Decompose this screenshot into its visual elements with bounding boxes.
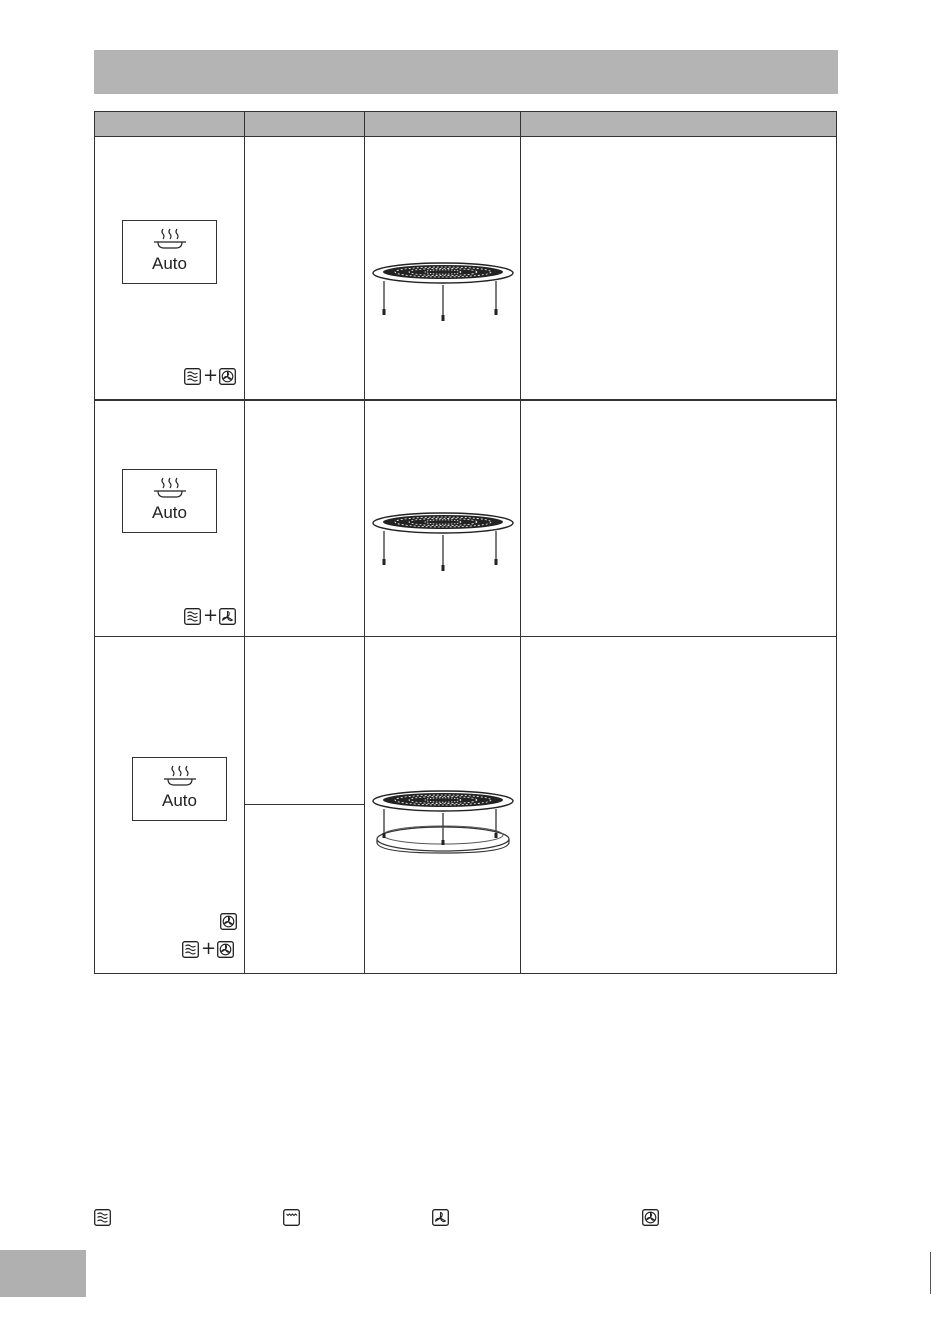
high-rack-icon	[370, 261, 516, 321]
microwave-icon	[182, 941, 199, 958]
plus-sign: +	[201, 938, 217, 959]
hot-air-fan-icon	[217, 941, 234, 958]
high-rack-icon	[370, 511, 516, 571]
hot-air-fan-icon	[220, 913, 237, 930]
table-column-divider	[244, 137, 245, 974]
table-row-divider	[94, 399, 837, 401]
page-edge-mark	[930, 1252, 931, 1294]
microwave-icon	[94, 1209, 111, 1226]
convection-fan-icon	[432, 1209, 449, 1226]
auto-label: Auto	[152, 254, 187, 273]
steam-dish-icon	[150, 476, 190, 500]
rack-on-turntable-icon	[370, 789, 516, 859]
auto-program-display	[122, 469, 217, 533]
mode-combination	[182, 939, 234, 959]
legend-item-grill	[283, 1209, 300, 1226]
legend-item-microwave	[94, 1209, 111, 1226]
mode-single	[220, 911, 237, 931]
section-title-bar	[94, 50, 838, 94]
hot-air-fan-icon	[642, 1209, 659, 1226]
table-row-divider	[94, 636, 837, 637]
hot-air-fan-icon	[219, 368, 236, 385]
auto-label: Auto	[162, 791, 197, 810]
steam-dish-icon	[150, 227, 190, 251]
table-header-accessory	[364, 111, 521, 137]
table-header-weight	[244, 111, 365, 137]
plus-sign: +	[203, 365, 219, 386]
convection-fan-icon	[219, 608, 236, 625]
auto-program-display	[132, 757, 227, 821]
microwave-icon	[184, 368, 201, 385]
auto-label: Auto	[152, 503, 187, 522]
legend-item-hot-air	[642, 1209, 659, 1226]
mode-combination	[184, 606, 236, 626]
grill-icon	[283, 1209, 300, 1226]
auto-program-display	[122, 220, 217, 284]
steam-dish-icon	[160, 764, 200, 788]
table-header-function	[94, 111, 245, 137]
microwave-icon	[184, 608, 201, 625]
page-number-tab	[0, 1250, 86, 1297]
table-subrow-divider	[244, 804, 364, 805]
table-column-divider	[364, 137, 365, 974]
legend-item-convection	[432, 1209, 449, 1226]
table-header-notes	[520, 111, 837, 137]
table-column-divider	[520, 137, 521, 974]
plus-sign: +	[203, 605, 219, 626]
mode-combination	[184, 366, 236, 386]
